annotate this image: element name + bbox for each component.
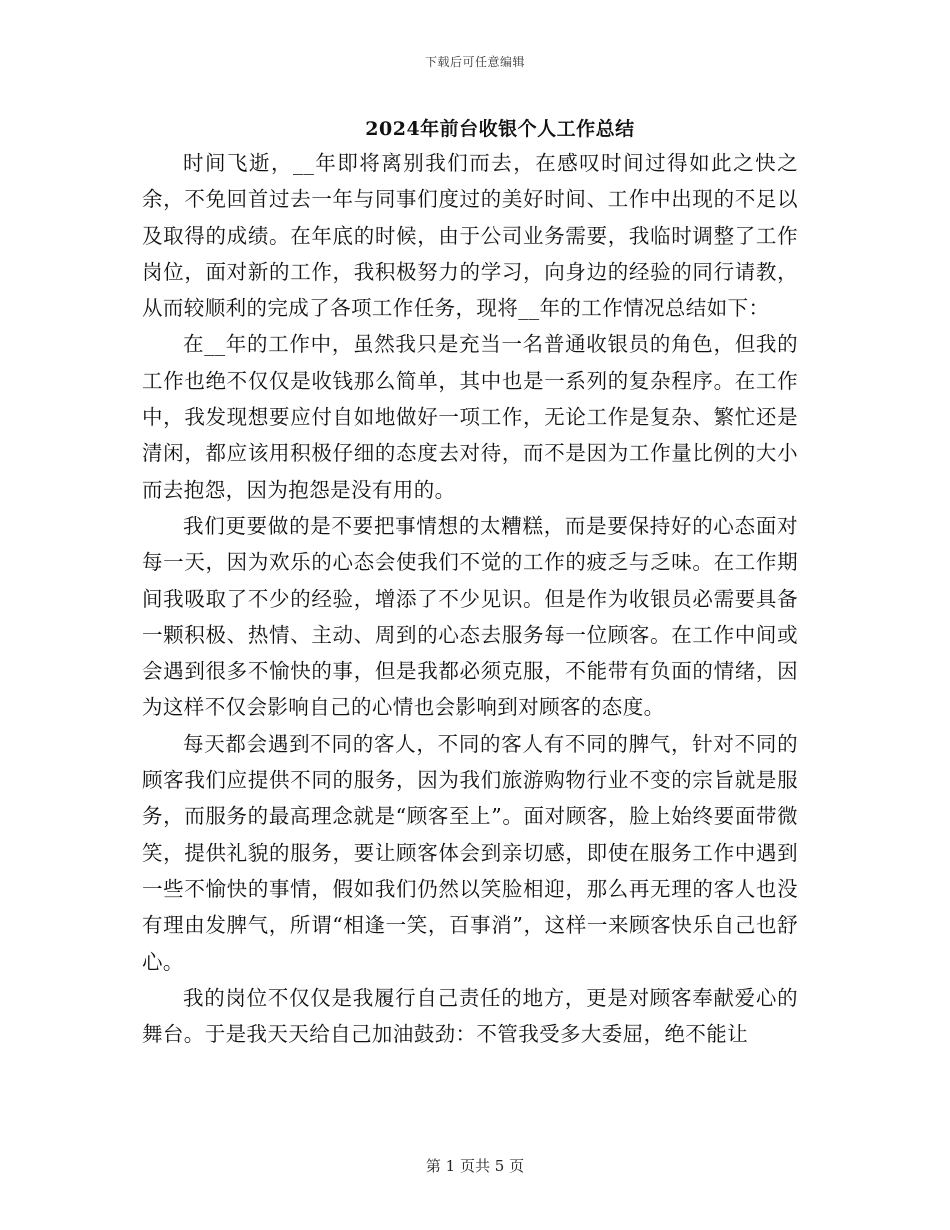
paragraph-2: 在__年的工作中，虽然我只是充当一名普通收银员的角色，但我的工作也绝不仅仅是收钱那么简单，其中也是一系列的复杂程序。在工作中，我发现想要应付自如地做好一项工作，无论工作是复杂、繁忙还是清闲，都应该用积极仔细的态度去对待，而不是因为工作量比例的大小而去抱怨，因为抱怨是没有用的。 (142, 332, 798, 502)
paragraph-3: 我们更要做的是不要把事情想的太糟糕，而是要保持好的心态面对每一天，因为欢乐的心态会使我们不觉的工作的疲乏与乏味。在工作期间我吸取了不少的经验，增添了不少见识。但是作为收银员必需要具备一颗积极、热情、主动、周到的心态去服务每一位顾客。在工作中间或会遇到很多不愉快的事，但是我都必须克服，不能带有负面的情绪，因为这样不仅会影响自己的心情也会影响到对顾客的态度。 (142, 513, 798, 720)
document-title: 2024年前台收银个人工作总结 (365, 118, 635, 140)
paragraph-5: 我的岗位不仅仅是我履行自己责任的地方，更是对顾客奉献爱心的舞台。于是我天天给自己加油鼓劲：不管我受多大委屈，绝不能让 (142, 985, 798, 1047)
document-body (142, 145, 798, 1052)
header-note: 下载后可任意编辑 (424, 55, 525, 69)
page-number: 第 1 页共 5 页 (425, 1157, 525, 1175)
paragraph-4: 每天都会遇到不同的客人，不同的客人有不同的脾气，针对不同的顾客我们应提供不同的服务，因为我们旅游购物行业不变的宗旨就是服务，而服务的最高理念就是“顾客至上”。面对顾客，脸上始终要面带微笑，提供礼貌的服务，要让顾客体会到亲切感，即使在服务工作中遇到一些不愉快的事情，假如我们仍然以笑脸相迎，那么再无理的客人也没有理由发脾气，所谓“相逢一笑，百事消”，这样一来顾客快乐自己也舒心。 (142, 731, 798, 974)
paragraph-1: 时间飞逝，__年即将离别我们而去，在感叹时间过得如此之快之余，不免回首过去一年与同事们度过的美好时间、工作中出现的不足以及取得的成绩。在年底的时候，由于公司业务需要，我临时调整了工作岗位，面对新的工作，我积极努力的学习，向身边的经验的同行请教，从而较顺利的完成了各项工作任务，现将__年的工作情况总结如下： (142, 151, 798, 321)
